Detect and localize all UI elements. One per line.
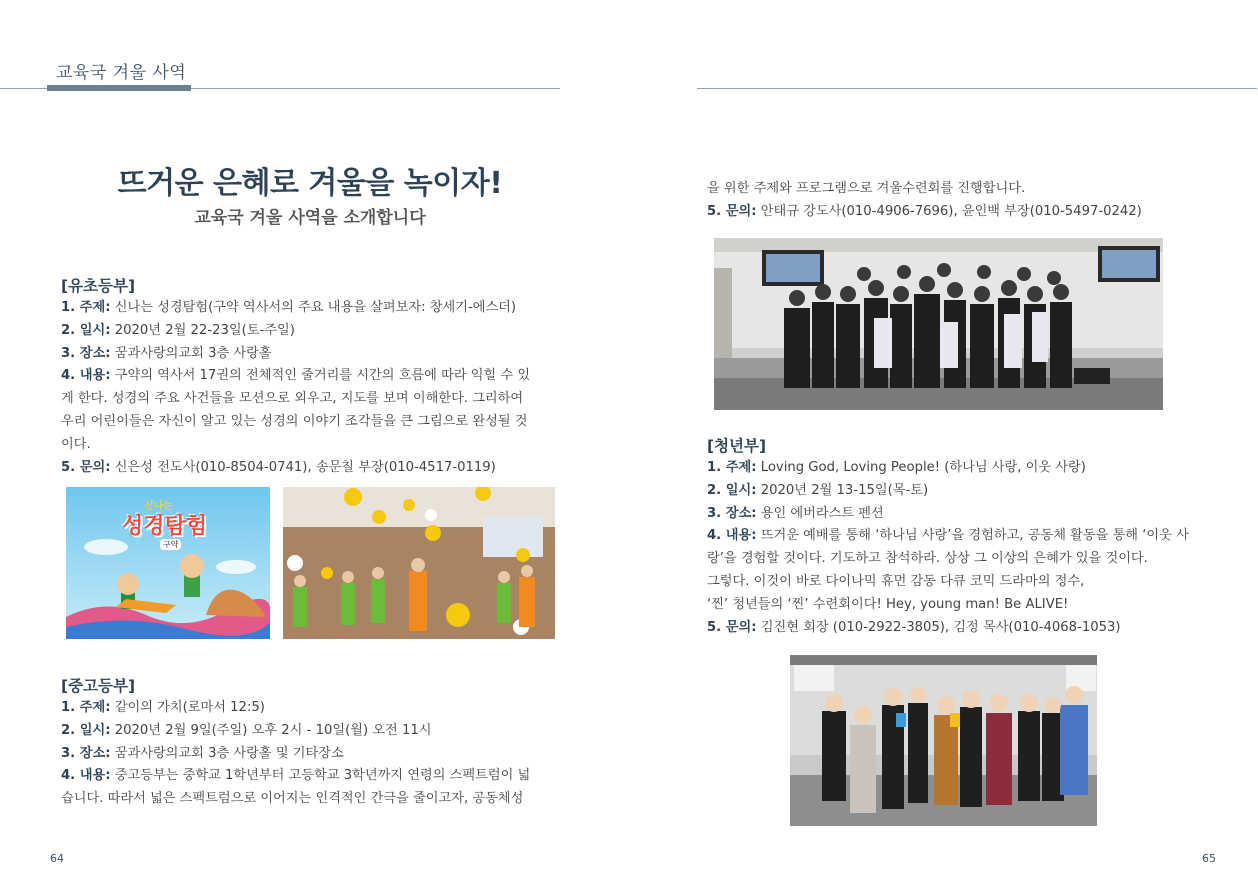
young-heading: [청년부] (707, 437, 767, 455)
kids-heading: [유초등부] (61, 277, 136, 295)
youth-section (61, 675, 561, 811)
poster-small-label: 신나는 (144, 501, 173, 512)
kids-section (61, 275, 561, 479)
kids-line-4c: 우리 어린이들은 자신이 알고 있는 성경의 이야기 조각들을 큰 그림으로 완성될 것 (61, 413, 528, 429)
page-number-right: 65 (1202, 852, 1216, 865)
youth-line-3: 3. 장소: 꿈과사랑의교회 3층 사랑홀 및 기타장소 (61, 745, 344, 761)
header-accent-bar (47, 85, 191, 91)
kids-line-1: 1. 주제: 신나는 성경탐험(구약 역사서의 주요 내용을 살펴보자: 창세기-에스더) (61, 300, 517, 315)
kids-line-4b: 게 한다. 성경의 주요 사건들을 모션으로 외우고, 지도를 보며 이해한다. 그리하여 (61, 391, 524, 407)
header-rule-right (697, 88, 1257, 89)
page-subtitle: 교육국 겨울 사역을 소개합니다 (194, 208, 426, 228)
kids-line-4d: 이다. (61, 436, 91, 452)
kids-event-photo (283, 487, 555, 639)
young-line-4b: 랑’을 경험할 것이다. 기도하고 참석하라. 상상 그 이상의 은혜가 있을 것이다. (707, 551, 1148, 567)
young-line-4d: ‘찐’ 청년들의 ‘찐’ 수련회이다! Hey, young man! Be ALIVE! (707, 596, 1069, 612)
right-page (640, 0, 1258, 892)
young-line-2: 2. 일시: 2020년 2월 13-15일(목-토) (707, 482, 929, 498)
poster-sub-label: 구약 (160, 539, 181, 550)
youth-line-4: 4. 내용: 중고등부는 중학교 1학년부터 고등학교 3학년까지 연령의 스펙트럼이 넓 (61, 768, 531, 784)
poster-title: 성경탐험 (122, 514, 208, 539)
young-line-5: 5. 문의: 김진현 회장 (010-2922-3805), 김정 목사(010-4068-1053) (707, 619, 1121, 635)
kids-line-3: 3. 장소: 꿈과사랑의교회 3층 사랑홀 (61, 345, 272, 361)
youth-line-1: 1. 주제: 같이의 가치(로마서 12:5) (61, 700, 265, 715)
youth-group-photo (714, 238, 1163, 410)
young-line-4c: 그렇다. 이것이 바로 다이나믹 휴먼 감동 다큐 코믹 드라마의 정수, (707, 573, 1085, 589)
page-number-left: 64 (50, 852, 64, 865)
page-title: 뜨거운 은혜로 겨울을 녹이자! (117, 166, 503, 201)
kids-line-2: 2. 일시: 2020년 2월 22-23일(토-주일) (61, 322, 295, 338)
young-line-4: 4. 내용: 뜨거운 예배를 통해 ‘하나님 사랑’을 경험하고, 공동체 활동을 통해 ‘이웃 사 (707, 528, 1189, 544)
youth-continued-line: 을 위한 주제와 프로그램으로 겨울수련회를 진행합니다. (707, 181, 1026, 196)
young-line-1: 1. 주제: Loving God, Loving People! (하나님 사랑, 이웃 사랑) (707, 460, 1086, 475)
left-page (0, 0, 620, 892)
young-line-3: 3. 장소: 용인 에버라스트 펜션 (707, 505, 884, 521)
young-adult-section (707, 435, 1237, 639)
kids-line-4: 4. 내용: 구약의 역사서 17권의 전체적인 줄거리를 시간의 흐름에 따라 익힐 수 있 (61, 368, 531, 384)
youth-continued (707, 178, 1227, 224)
section-header: 교육국 겨울 사역 (56, 63, 187, 83)
kids-poster-image (66, 487, 270, 639)
young-adult-group-photo (790, 655, 1097, 826)
youth-line-2: 2. 일시: 2020년 2월 9일(주일) 오후 2시 - 10일(월) 오전 11시 (61, 722, 432, 738)
youth-contact-line: 5. 문의: 안태규 강도사(010-4906-7696), 윤인백 부장(010-5497-0242) (707, 203, 1142, 219)
kids-line-5: 5. 문의: 신은성 전도사(010-8504-0741), 송문칠 부장(010-4517-0119) (61, 459, 496, 475)
youth-heading: [중고등부] (61, 677, 136, 695)
youth-line-4b: 습니다. 따라서 넓은 스펙트럼으로 이어지는 인격적인 간극을 줄이고자, 공동체성 (61, 791, 524, 807)
